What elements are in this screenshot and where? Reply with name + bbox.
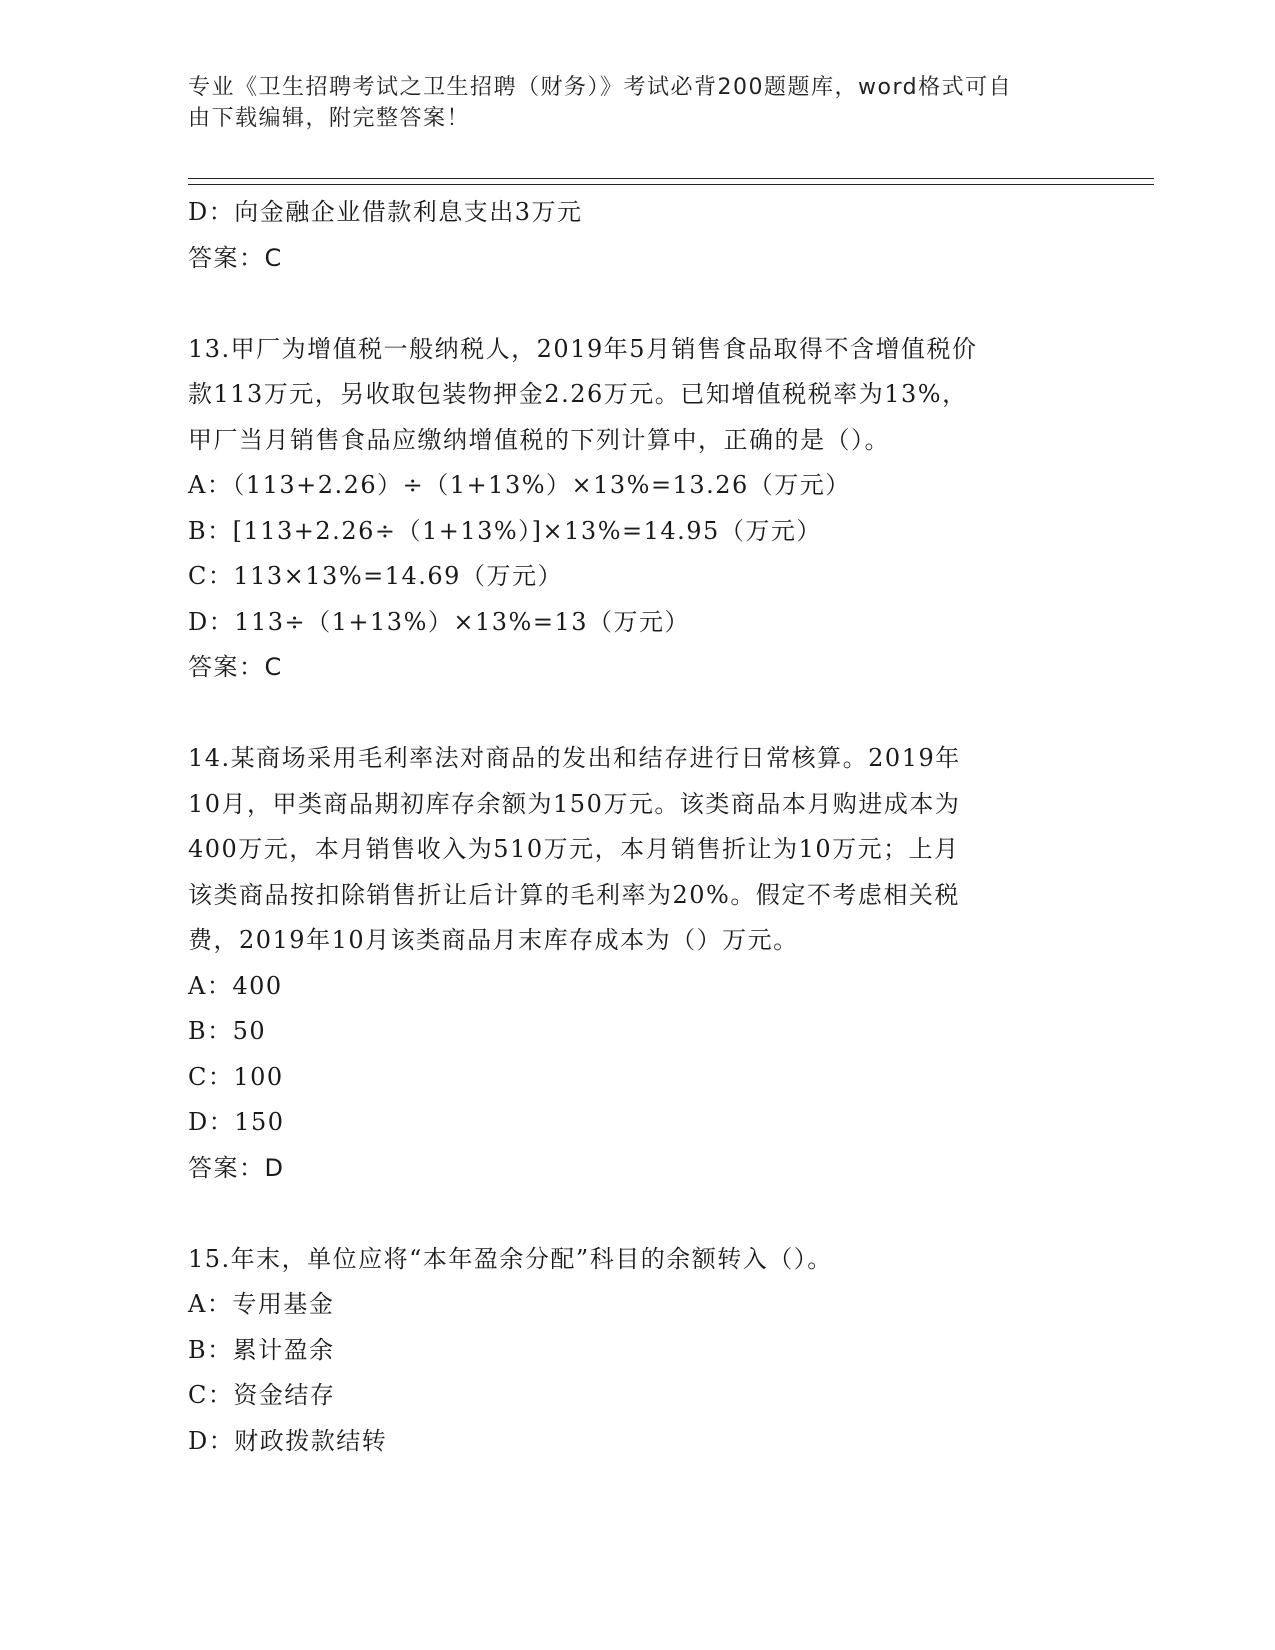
stem-line: 13.甲厂为增值税一般纳税人，2019年5月销售食品取得不含增值税价 [188, 334, 978, 363]
stem-line: 10月，甲类商品期初库存余额为150万元。该类商品本月购进成本为 [188, 789, 961, 818]
header-line-1: 专业《卫生招聘考试之卫生招聘（财务）》考试必背200题题库，word格式可自 [188, 75, 1013, 100]
question-stem [188, 1237, 1088, 1283]
option-d: D：113÷（1+13%）×13%=13（万元） [188, 607, 690, 636]
question-15 [188, 1237, 1088, 1465]
stem-line: 甲厂当月销售食品应缴纳增值税的下列计算中，正确的是（）。 [188, 425, 890, 454]
header-divider-top [188, 178, 1154, 179]
document-header [188, 72, 1068, 134]
spacer [188, 691, 1088, 737]
option-c: C：113×13%=14.69（万元） [188, 562, 563, 590]
answer-line: 答案：C [188, 653, 283, 681]
option-a: A：（113+2.26）÷（1+13%）×13%=13.26（万元） [188, 471, 851, 499]
question-14 [188, 736, 1088, 1191]
option-c: C：资金结存 [188, 1381, 336, 1409]
option-a: A：400 [188, 971, 283, 1000]
header-line-2: 由下载编辑，附完整答案！ [188, 106, 471, 131]
header-divider-bottom [188, 184, 1154, 185]
answer-line: 答案：D [188, 1153, 285, 1182]
question-content [188, 190, 1088, 1464]
option-b: B：[113+2.26÷（1+13%）]×13%=14.95（万元） [188, 516, 822, 545]
option-b: B：累计盈余 [188, 1335, 335, 1364]
option-c: C：100 [188, 1062, 284, 1091]
answer-line: 答案：C [188, 243, 283, 272]
option-b: B：50 [188, 1017, 267, 1045]
option-d: D：向金融企业借款利息支出3万元 [188, 198, 583, 226]
stem-line: 款113万元，另收取包装物押金2.26万元。已知增值税税率为13%， [188, 380, 968, 408]
option-d: D：150 [188, 1108, 285, 1136]
previous-question-tail [188, 190, 1088, 281]
stem-line: 400万元，本月销售收入为510万元，本月销售折让为10万元；上月 [188, 835, 960, 863]
stem-line: 费，2019年10月该类商品月末库存成本为（）万元。 [188, 926, 799, 954]
stem-line: 14.某商场采用毛利率法对商品的发出和结存进行日常核算。2019年 [188, 744, 961, 772]
option-d: D：财政拨款结转 [188, 1426, 388, 1455]
stem-line: 15.年末，单位应将“本年盈余分配”科目的余额转入（）。 [188, 1244, 833, 1273]
spacer [188, 1191, 1088, 1237]
spacer [188, 281, 1088, 327]
question-13 [188, 327, 1088, 691]
option-a: A：专用基金 [188, 1290, 335, 1318]
question-stem [188, 327, 1088, 464]
question-stem [188, 736, 1088, 964]
stem-line: 该类商品按扣除销售折让后计算的毛利率为20%。假定不考虑相关税 [188, 880, 960, 909]
